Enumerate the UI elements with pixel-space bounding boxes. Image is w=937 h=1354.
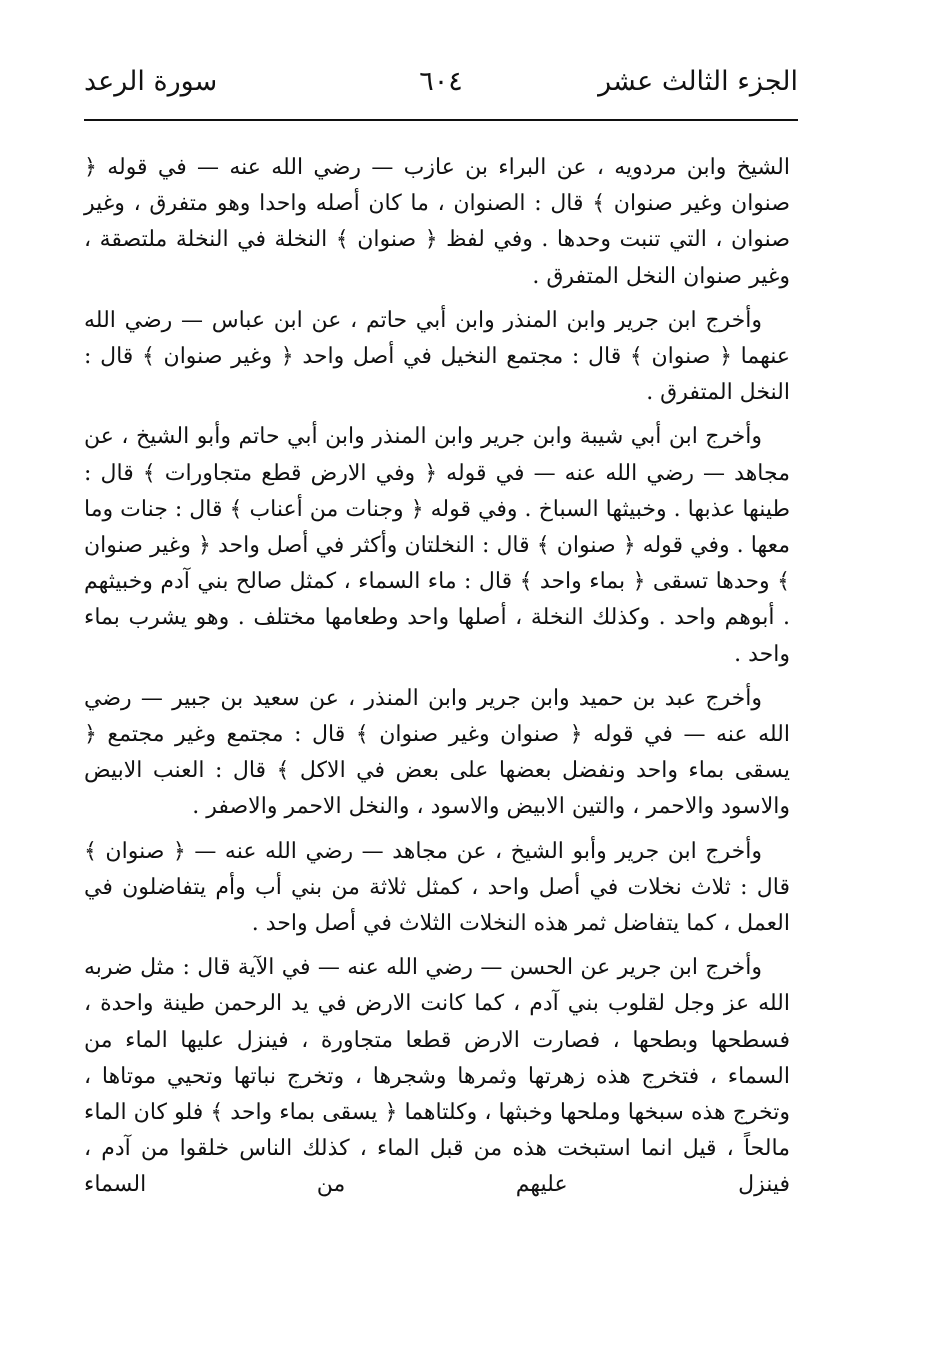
paragraph: الشيخ وابن مردويه ، عن البراء بن عازب — رضي الله عنه — في قوله ﴿ صنوان وغير صنوان ﴾ قال : الصنوان ، ما كان أصله واحدا وهو متفرق ، وغير صنوان ، التي تنبت وحدها . وفي لفظ ﴿ صنوان ﴾ النخلة في النخلة ملتصقة ، وغير صنوان النخل المتفرق .	[84, 155, 790, 289]
paragraph: وأخرج ابن جرير عن الحسن — رضي الله عنه — في الآية قال : مثل ضربه الله عز وجل لقلوب بني آدم ، كما كانت الارض في يد الرحمن طينة واحدة ، فسطحها وبطحها ، فصارت الارض قطعا متجاورة ، فينزل عليها الماء من السماء ، فتخرج هذه زهرتها وثمرها وشجرها ، وتخرج نباتها وتحيي موتاها ، وتخرج هذه سبخها وملحها وخبثها ، وكلتاهما ﴿ يسقى بماء واحد ﴾ فلو كان الماء مالحاً ، قيل انما استبخت هذه من قبل الماء ، كذلك الناس خلقوا من آدم ، فينزل عليهم من السماء	[84, 955, 790, 1198]
header-divider	[84, 119, 798, 121]
paragraph: وأخرج ابن جرير وأبو الشيخ ، عن مجاهد — رضي الله عنه — ﴿ صنوان ﴾ قال : ثلاث نخلات في أصل واحد ، كمثل ثلاثة من بني أب وأم يتفاضلون في العمل ، كما يتفاضل ثمر هذه النخلات الثلاث في أصل واحد .	[84, 838, 790, 937]
paragraph: وأخرج ابن جرير وابن المنذر وابن أبي حاتم ، عن ابن عباس — رضي الله عنهما ﴿ صنوان ﴾ قال : مجتمع النخيل في أصل واحد ﴿ وغير صنوان ﴾ قال : النخل المتفرق .	[84, 307, 790, 406]
page-body	[84, 150, 790, 1204]
page-number: ٦٠٤	[419, 66, 463, 97]
part-title: الجزء الثالث عشر	[598, 66, 798, 97]
paragraph: وأخرج عبد بن حميد وابن جرير وابن المنذر ، عن سعيد بن جبير — رضي الله عنه — في قوله ﴿ صنوان وغير صنوان ﴾ قال : مجتمع وغير مجتمع ﴿ يسقى بماء واحد ونفضل بعضها على بعض في الاكل ﴾ قال : العنب الابيض والاسود والاحمر ، والتين الابيض والاسود ، والنخل الاحمر والاصفر .	[84, 685, 790, 820]
page-header	[84, 60, 798, 104]
paragraph: وأخرج ابن أبي شيبة وابن جرير وابن المنذر وابن أبي حاتم وأبو الشيخ ، عن مجاهد — رضي الله عنه — في قوله ﴿ وفي الارض قطع متجاورات ﴾ قال : طينها عذبها . وخبيثها السباخ . وفي قوله ﴿ وجنات من أعناب ﴾ قال : جنات وما معها . وفي قوله ﴿ صنوان ﴾ قال : النخلتان وأكثر في أصل واحد ﴿ وغير صنوان ﴾ وحدها تسقى ﴿ بماء واحد ﴾ قال : ماء السماء ، كمثل صالح بني آدم وخبيثهم . أبوهم واحد . وكذلك النخلة ، أصلها واحد وطعامها مختلف . وهو يشرب بماء واحد .	[84, 424, 790, 667]
surah-title: سورة الرعد	[84, 66, 218, 97]
